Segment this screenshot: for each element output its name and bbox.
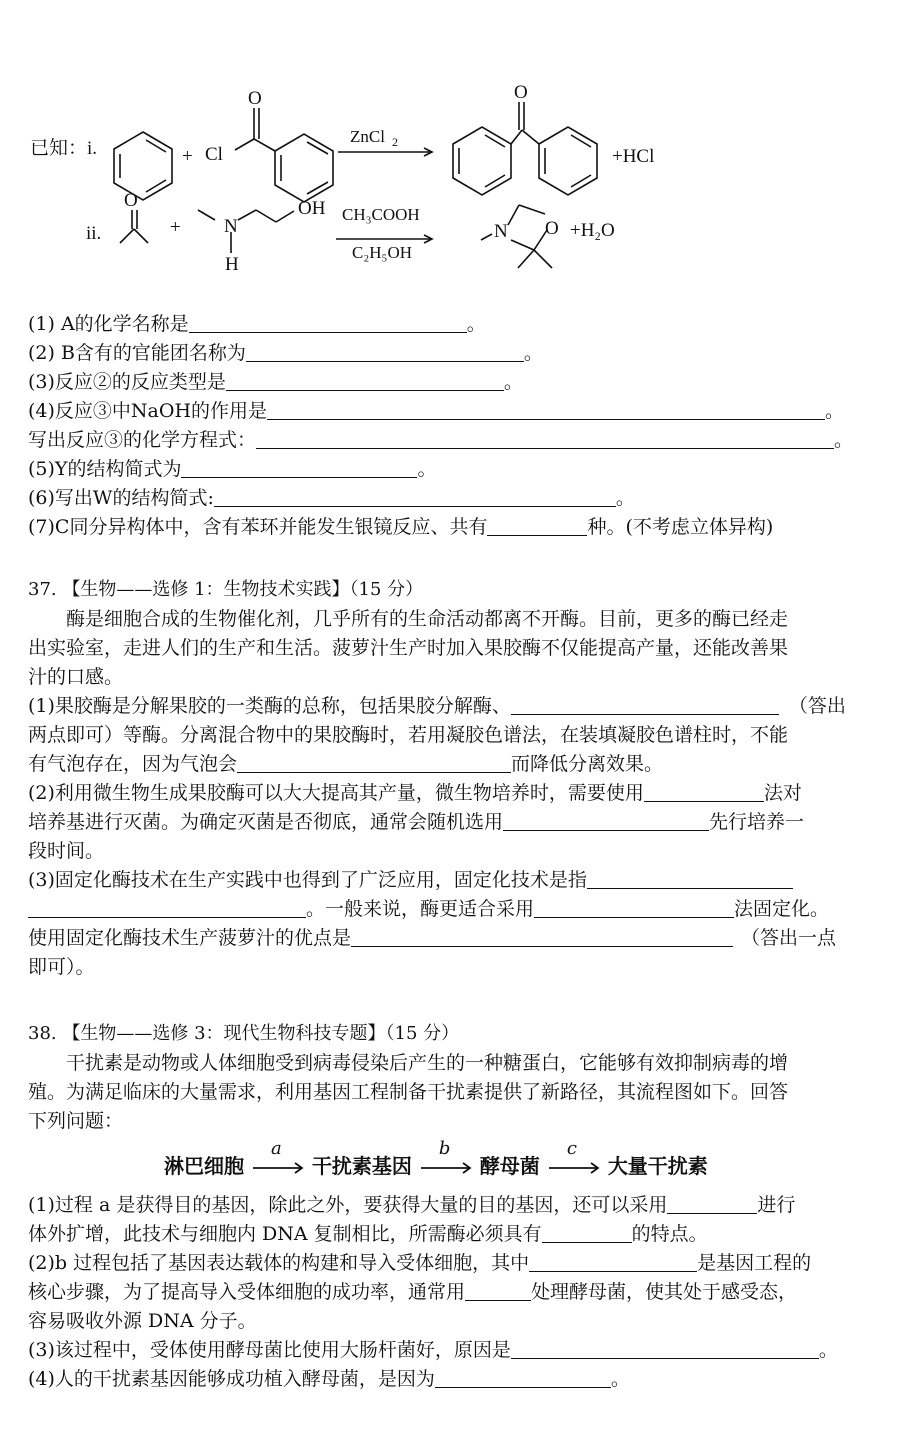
flow-arrow-a — [251, 1137, 305, 1178]
q38-item-3-text: (3)该过程中，受体使用酵母菌比使用大肠杆菌好，原因是 — [28, 1339, 511, 1361]
q36-item-3-end: 。 — [503, 371, 523, 393]
reaction-2-product-n: N — [494, 221, 508, 242]
q36-item-6-end: 。 — [615, 487, 635, 509]
answer-blank[interactable] — [246, 343, 524, 362]
q37-item-3b-end: 法固定化。 — [734, 898, 830, 920]
q38-item-1a-end: 进行 — [757, 1194, 796, 1216]
q37-item-3a — [28, 868, 793, 892]
q36-item-2 — [28, 341, 543, 365]
q37-title: 37. 【生物——选修 1：生物技术实践】（15 分） — [28, 579, 424, 600]
known-ii-label: ii. — [86, 223, 102, 244]
q38-item-1b-text: 体外扩增，此技术与细胞内 DNA 复制相比，所需酶必须具有 — [28, 1223, 542, 1245]
reaction-2-h2o: +H₂O — [570, 220, 615, 241]
q36-item-1-end: 。 — [466, 313, 486, 335]
flow-arrow-c — [547, 1137, 601, 1178]
q37-item-1a — [28, 694, 846, 718]
answer-blank[interactable] — [542, 1224, 632, 1243]
answer-blank[interactable] — [511, 1340, 819, 1359]
flow-arrow-b-label: b — [438, 1137, 451, 1159]
q37-item-2b-text: 培养基进行灭菌。为确定灭菌是否彻底，通常会随机选用 — [28, 811, 504, 833]
q38-item-1b-end: 的特点。 — [631, 1223, 708, 1245]
q36-item-7 — [28, 515, 773, 539]
q37-item-3c-end: （答出一点 — [741, 927, 837, 949]
q36-item-4b — [28, 428, 853, 452]
answer-blank[interactable] — [189, 314, 467, 333]
answer-blank[interactable] — [465, 1282, 531, 1301]
reaction-2-n: N — [224, 216, 238, 237]
answer-blank[interactable] — [214, 488, 616, 507]
flow-step-lymphocyte: 淋巴细胞 — [164, 1154, 244, 1178]
reaction-2-plus: + — [170, 217, 181, 238]
q37-item-1c-text: 有气泡存在，因为气泡会 — [28, 753, 238, 775]
q36-item-5-end: 。 — [417, 458, 437, 480]
flow-arrow-b — [419, 1137, 473, 1178]
q38-item-2b-text: 核心步骤，为了提高导入受体细胞的成功率，通常用 — [28, 1281, 466, 1303]
q37-item-3b-text: 。一般来说，酶更适合采用 — [306, 898, 535, 920]
q38-item-1b — [28, 1222, 708, 1246]
q38-item-4-end: 。 — [610, 1368, 630, 1390]
q37-item-1c-end: 而降低分离效果。 — [511, 753, 664, 775]
reaction-1-hcl: +HCl — [612, 146, 655, 167]
q38-item-4 — [28, 1367, 630, 1391]
q36-item-3-text: (3)反应②的反应类型是 — [28, 371, 226, 393]
q37-item-2a-text: (2)利用微生物生成果胶酶可以大大提高其产量，微生物培养时，需要使用 — [28, 782, 644, 804]
flow-step-gene: 干扰素基因 — [311, 1154, 412, 1178]
answer-blank[interactable] — [351, 928, 733, 947]
reaction-2-cond-top: CH₃COOH — [342, 205, 420, 224]
reaction-1-scheme — [0, 80, 900, 290]
reaction-2-h: H — [225, 254, 239, 275]
q37-item-1b: 两点即可）等酶。分离混合物中的果胶酶时，若用凝胶色谱法，在装填凝胶色谱柱时，不能 — [28, 724, 789, 746]
q38-item-2b — [28, 1280, 797, 1304]
q36-item-4b-end: 。 — [834, 429, 854, 451]
flow-arrow-a-label: a — [270, 1137, 282, 1159]
q36-item-1-text: (1) A的化学名称是 — [28, 313, 189, 335]
q38-item-2a — [28, 1251, 811, 1275]
reaction-1-catalyst-sub: 2 — [392, 135, 398, 149]
q36-item-2-text: (2) B含有的官能团名称为 — [28, 342, 246, 364]
q38-item-1a — [28, 1193, 795, 1217]
q38-flowchart — [164, 1137, 708, 1179]
reaction-1-cl: Cl — [205, 144, 223, 165]
flow-step-yeast: 酵母菌 — [479, 1154, 540, 1178]
answer-blank[interactable] — [529, 1253, 697, 1272]
q36-item-2-end: 。 — [523, 342, 543, 364]
reaction-2-oh: OH — [298, 198, 326, 219]
q37-item-3a-text: (3)固定化酶技术在生产实践中也得到了广泛应用，固定化技术是指 — [28, 869, 587, 891]
q36-item-5-text: (5)Y的结构简式为 — [28, 458, 182, 480]
answer-blank[interactable] — [503, 812, 709, 831]
q37-item-3c-text: 使用固定化酶技术生产菠萝汁的优点是 — [28, 927, 352, 949]
reaction-1-catalyst: ZnCl — [350, 127, 385, 146]
q36-item-3 — [28, 370, 523, 394]
reaction-2-o: O — [124, 190, 138, 211]
flow-step-interferon: 大量干扰素 — [607, 1154, 708, 1178]
answer-blank[interactable] — [267, 401, 825, 420]
q37-item-1a-end: （答出 — [788, 695, 846, 717]
q36-item-7-end: 种。(不考虑立体异构) — [587, 516, 774, 538]
answer-blank[interactable] — [237, 754, 511, 773]
q36-item-1 — [28, 312, 486, 336]
q38-para-1: 干扰素是动物或人体细胞受到病毒侵染后产生的一种糖蛋白，它能够有效抑制病毒的增 — [66, 1052, 789, 1074]
q37-item-2c: 段时间。 — [28, 840, 105, 862]
q36-item-6-text: (6)写出W的结构简式: — [28, 487, 214, 509]
q38-item-2b-end: 处理酵母菌，使其处于感受态， — [531, 1281, 798, 1303]
q36-item-4 — [28, 399, 844, 423]
reaction-1-plus: + — [182, 146, 193, 167]
q37-item-2b-end: 先行培养一 — [709, 811, 805, 833]
q38-para-3: 下列问题： — [28, 1110, 124, 1132]
answer-blank[interactable] — [487, 517, 587, 536]
q37-item-3d: 即可）。 — [28, 956, 95, 978]
answer-blank[interactable] — [435, 1369, 611, 1388]
q37-para-2: 出实验室，走进人们的生产和生活。菠萝汁生产时加入果胶酶不仅能提高产量，还能改善果 — [28, 637, 789, 659]
answer-blank[interactable] — [181, 459, 417, 478]
q37-item-1c — [28, 752, 663, 776]
reaction-1-product-o: O — [514, 82, 528, 103]
answer-blank[interactable] — [511, 696, 779, 715]
answer-blank[interactable] — [587, 870, 793, 889]
q37-item-2b — [28, 810, 804, 834]
known-prefix: 已知：i. — [30, 138, 98, 159]
q36-item-4b-text: 写出反应③的化学方程式： — [28, 429, 257, 451]
q38-item-1a-text: (1)过程 a 是获得目的基因，除此之外，要获得大量的目的基因，还可以采用 — [28, 1194, 668, 1216]
q38-item-2c: 容易吸收外源 DNA 分子。 — [28, 1310, 257, 1332]
answer-blank[interactable] — [226, 372, 504, 391]
q38-item-4-text: (4)人的干扰素基因能够成功植入酵母菌，是因为 — [28, 1368, 435, 1390]
q37-item-2a-end: 法对 — [763, 782, 802, 804]
q36-item-7-text: (7)C同分异构体中，含有苯环并能发生银镜反应、共有 — [28, 516, 488, 538]
q36-item-4-end: 。 — [825, 400, 845, 422]
q36-item-4-text: (4)反应③中NaOH的作用是 — [28, 400, 268, 422]
q38-item-2a-end: 是基因工程的 — [697, 1252, 812, 1274]
q37-item-1a-text: (1)果胶酶是分解果胶的一类酶的总称，包括果胶分解酶、 — [28, 695, 511, 717]
reaction-2-product-o: O — [545, 218, 559, 239]
reaction-2-cond-bottom: C₂H₅OH — [352, 243, 413, 262]
flow-arrow-c-label: c — [566, 1137, 577, 1159]
q38-item-2a-text: (2)b 过程包括了基因表达载体的构建和导入受体细胞，其中 — [28, 1252, 530, 1274]
q38-title: 38. 【生物——选修 3：现代生物科技专题】（15 分） — [28, 1023, 460, 1044]
answer-blank[interactable] — [534, 899, 734, 918]
q37-item-3b — [28, 897, 829, 921]
answer-blank[interactable] — [256, 430, 834, 449]
q36-item-5 — [28, 457, 436, 481]
q37-para-3: 汁的口感。 — [28, 666, 124, 688]
q36-item-6 — [28, 486, 635, 510]
q38-item-3-end: 。 — [818, 1339, 838, 1361]
answer-blank[interactable] — [667, 1195, 757, 1214]
q38-para-2: 殖。为满足临床的大量需求，利用基因工程制备干扰素提供了新路径，其流程图如下。回答 — [28, 1081, 789, 1103]
answer-blank[interactable] — [644, 783, 764, 802]
q37-para-1: 酶是细胞合成的生物催化剂，几乎所有的生命活动都离不开酶。目前，更多的酶已经走 — [66, 608, 789, 630]
q38-item-3 — [28, 1338, 838, 1362]
q37-item-2a — [28, 781, 802, 805]
q37-item-3c — [28, 926, 836, 950]
reaction-1-o: O — [248, 88, 262, 109]
answer-blank[interactable] — [28, 899, 306, 918]
